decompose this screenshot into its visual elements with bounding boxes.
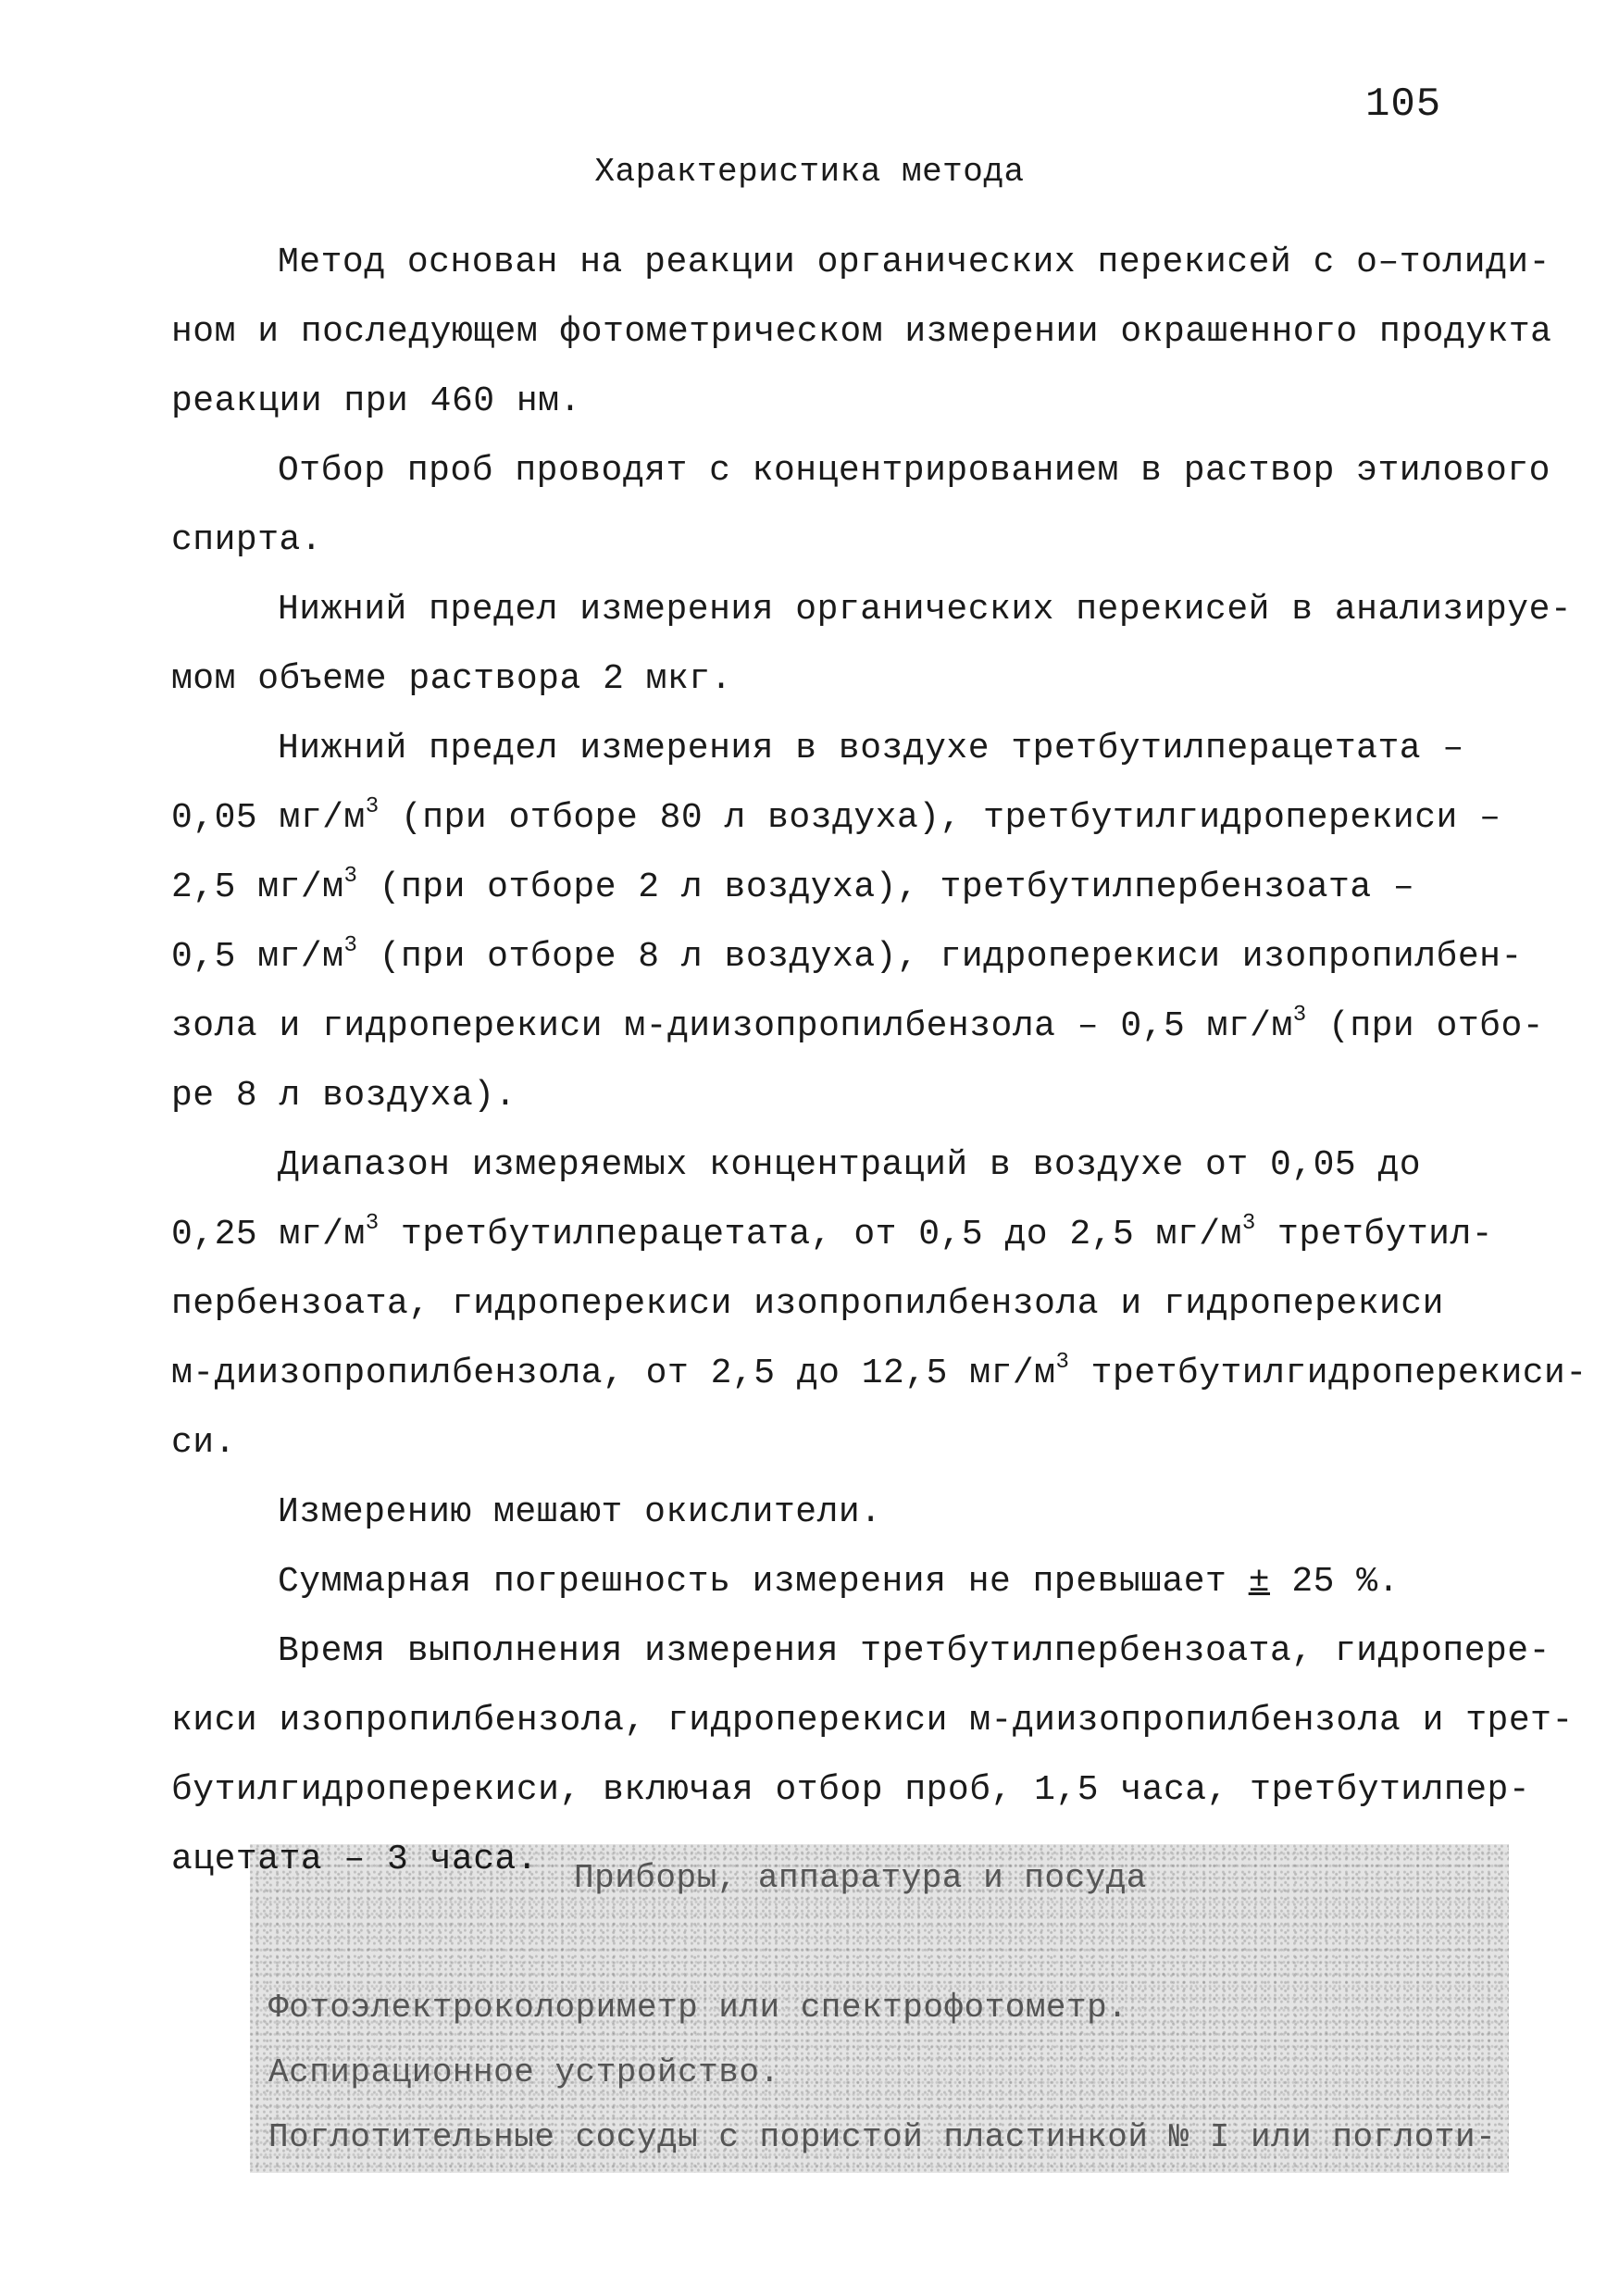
unit-exponent: 3 <box>365 794 380 819</box>
body-line-text: м-диизопропилбензола, от 2,5 до 12,5 мг/м <box>171 1354 1056 1393</box>
body-line: ном и последующем фотометрическом измерении окрашенного продукта <box>171 312 1552 352</box>
body-line <box>278 1562 1400 1602</box>
body-line <box>171 794 1501 838</box>
body-line: Метод основан на реакции органических перекисей с о–толиди- <box>278 243 1551 282</box>
equipment-item: Поглотительные сосуды с пористой пластинкой № I или поглоти- <box>268 2118 1497 2156</box>
body-line-text: третбутилперацетата, от 0,5 до 2,5 мг/м <box>400 1215 1242 1254</box>
body-line-text: Суммарная погрешность измерения не превышает <box>278 1562 1227 1602</box>
unit-text: 2,5 мг/м <box>171 867 344 907</box>
body-line: ацетата – 3 часа. <box>171 1840 539 1879</box>
body-line-text: третбутил- <box>1277 1215 1494 1254</box>
body-line-text: (при отборе 8 л воздуха), гидроперекиси изопропилбен- <box>379 937 1523 977</box>
unit-text: 0,25 мг/м <box>171 1215 366 1254</box>
page-number: 105 <box>1365 81 1442 128</box>
body-line <box>171 1350 1588 1393</box>
body-line: Измерению мешают окислители. <box>278 1492 882 1532</box>
body-line: си. <box>171 1423 236 1463</box>
body-line <box>171 1003 1545 1046</box>
body-line: киси изопропилбензола, гидроперекиси м-диизопропилбензола и трет- <box>171 1701 1574 1741</box>
unit-exponent: 3 <box>1292 1003 1307 1028</box>
body-line-text: третбутилгидроперекиси- <box>1090 1354 1588 1393</box>
body-line-text: зола и гидроперекиси м-диизопропилбензола – 0,5 мг/м <box>171 1006 1293 1046</box>
unit-exponent: 3 <box>343 933 358 958</box>
unit-text: 0,05 мг/м <box>171 798 366 838</box>
unit-exponent: 3 <box>365 1211 380 1236</box>
body-line-text: (при отбо- <box>1328 1006 1545 1046</box>
body-line: Нижний предел измерения в воздухе третбутилперацетата – <box>278 729 1464 768</box>
body-line: Отбор проб проводят с концентрированием в раствор этилового <box>278 451 1551 491</box>
equipment-item: Фотоэлектроколориметр или спектрофотометр. <box>268 1989 1128 2027</box>
body-line <box>171 1211 1494 1254</box>
body-line: спирта. <box>171 520 323 560</box>
unit-text: 0,5 мг/м <box>171 937 344 977</box>
unit-exponent: 3 <box>1241 1211 1256 1236</box>
body-line: реакции при 460 нм. <box>171 381 581 421</box>
body-line: Нижний предел измерения органических перекисей в анализируе- <box>278 590 1573 630</box>
body-line: Время выполнения измерения третбутилпербензоата, гидропере- <box>278 1631 1551 1671</box>
body-line: ре 8 л воздуха). <box>171 1076 517 1116</box>
body-line-text: 25 %. <box>1291 1562 1400 1602</box>
body-line-text: (при отборе 80 л воздуха), третбутилгидроперекиси – <box>400 798 1501 838</box>
body-line: Диапазон измеряемых концентраций в воздухе от 0,05 до <box>278 1145 1422 1185</box>
body-line <box>171 933 1523 977</box>
equipment-section-title: Приборы, аппаратура и посуда <box>574 1859 1147 1897</box>
body-line: бутилгидроперекиси, включая отбор проб, 1,5 часа, третбутилпер- <box>171 1770 1531 1810</box>
body-line: пербензоата, гидроперекиси изопропилбензола и гидроперекиси <box>171 1284 1444 1324</box>
unit-exponent: 3 <box>343 864 358 889</box>
unit-exponent: 3 <box>1055 1350 1070 1375</box>
section-heading: Характеристика метода <box>594 153 1025 191</box>
equipment-item: Аспирационное устройство. <box>268 2053 780 2091</box>
body-line: мом объеме раствора 2 мкг. <box>171 659 732 699</box>
body-line-text: (при отборе 2 л воздуха), третбутилпербензоата – <box>379 867 1415 907</box>
plus-minus-sign: ± <box>1248 1562 1270 1602</box>
body-line <box>171 864 1415 907</box>
